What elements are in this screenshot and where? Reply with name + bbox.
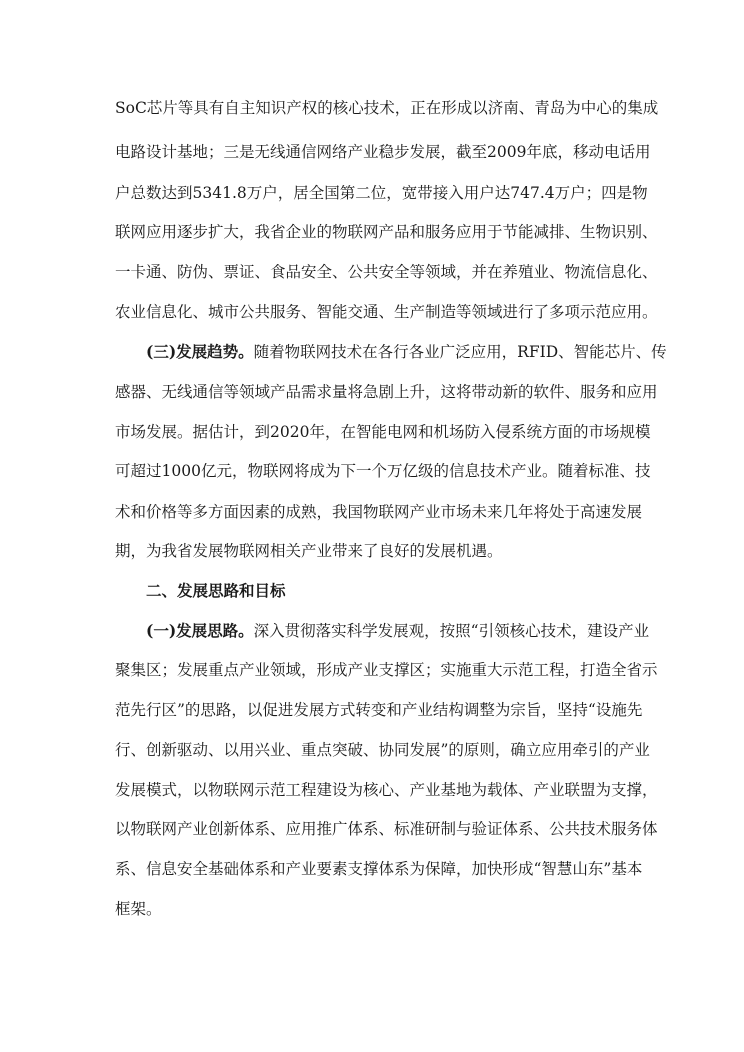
- section-heading: 二、发展思路和目标: [146, 581, 286, 600]
- body-text-line: 框架。: [115, 900, 162, 918]
- body-text-line: 电路设计基地；三是无线通信网络产业稳步发展，截至2009年底，移动电话用: [115, 143, 651, 161]
- body-text-line: 可超过1000亿元，物联网将成为下一个万亿级的信息技术产业。随着标准、技: [115, 462, 651, 480]
- body-text-line: 农业信息化、城市公共服务、智能交通、生产制造等领域进行了多项示范应用。: [115, 303, 658, 321]
- body-text-span: 随着物联网技术在各行各业广泛应用，RFID、智能芯片、传: [253, 343, 667, 361]
- body-text-line: 范先行区”的思路，以促进发展方式转变和产业结构调整为宗旨，坚持“设施先: [115, 701, 643, 719]
- body-text-line: 发展模式，以物联网示范工程建设为核心、产业基地为载体、产业联盟为支撑，: [115, 781, 658, 799]
- body-text-line: SoC芯片等具有自主知识产权的核心技术，正在形成以济南、青岛为中心的集成: [115, 99, 659, 117]
- body-text-line: 术和价格等多方面因素的成熟，我国物联网产业市场未来几年将处于高速发展: [115, 503, 643, 521]
- body-text-line: 行、创新驱动、以用兴业、重点突破、协同发展”的原则，确立应用牵引的产业: [115, 741, 650, 759]
- body-text-line: 户总数达到5341.8万户，居全国第二位，宽带接入用户达747.4万户；四是物: [115, 184, 648, 202]
- subheading-approach: (一)发展思路。: [146, 621, 254, 640]
- body-text-line: 系、信息安全基础体系和产业要素支撑体系为保障，加快形成“智慧山东”基本: [115, 860, 643, 878]
- trend-paragraph-first-line: [146, 342, 667, 362]
- body-text-span: 深入贯彻落实科学发展观，按照“引领核心技术，建设产业: [253, 622, 650, 640]
- body-text-line: 联网应用逐步扩大，我省企业的物联网产品和服务应用于节能减排、生物识别、: [115, 223, 658, 241]
- body-text-line: 市场发展。据估计，到2020年，在智能电网和机场防入侵系统方面的市场规模: [115, 423, 651, 441]
- body-text-line: 期，为我省发展物联网相关产业带来了良好的发展机遇。: [115, 542, 503, 560]
- approach-paragraph-first-line: [146, 621, 650, 641]
- body-text-line: 聚集区；发展重点产业领域，形成产业支撑区；实施重大示范工程，打造全省示: [115, 661, 658, 679]
- body-text-line: 感器、无线通信等领域产品需求量将急剧上升，这将带动新的软件、服务和应用: [115, 383, 658, 401]
- body-text-line: 一卡通、防伪、票证、食品安全、公共安全等领域，并在养殖业、物流信息化、: [115, 263, 658, 281]
- subheading-trend: (三)发展趋势。: [146, 342, 254, 361]
- body-text-line: 以物联网产业创新体系、应用推广体系、标准研制与验证体系、公共技术服务体: [115, 820, 658, 838]
